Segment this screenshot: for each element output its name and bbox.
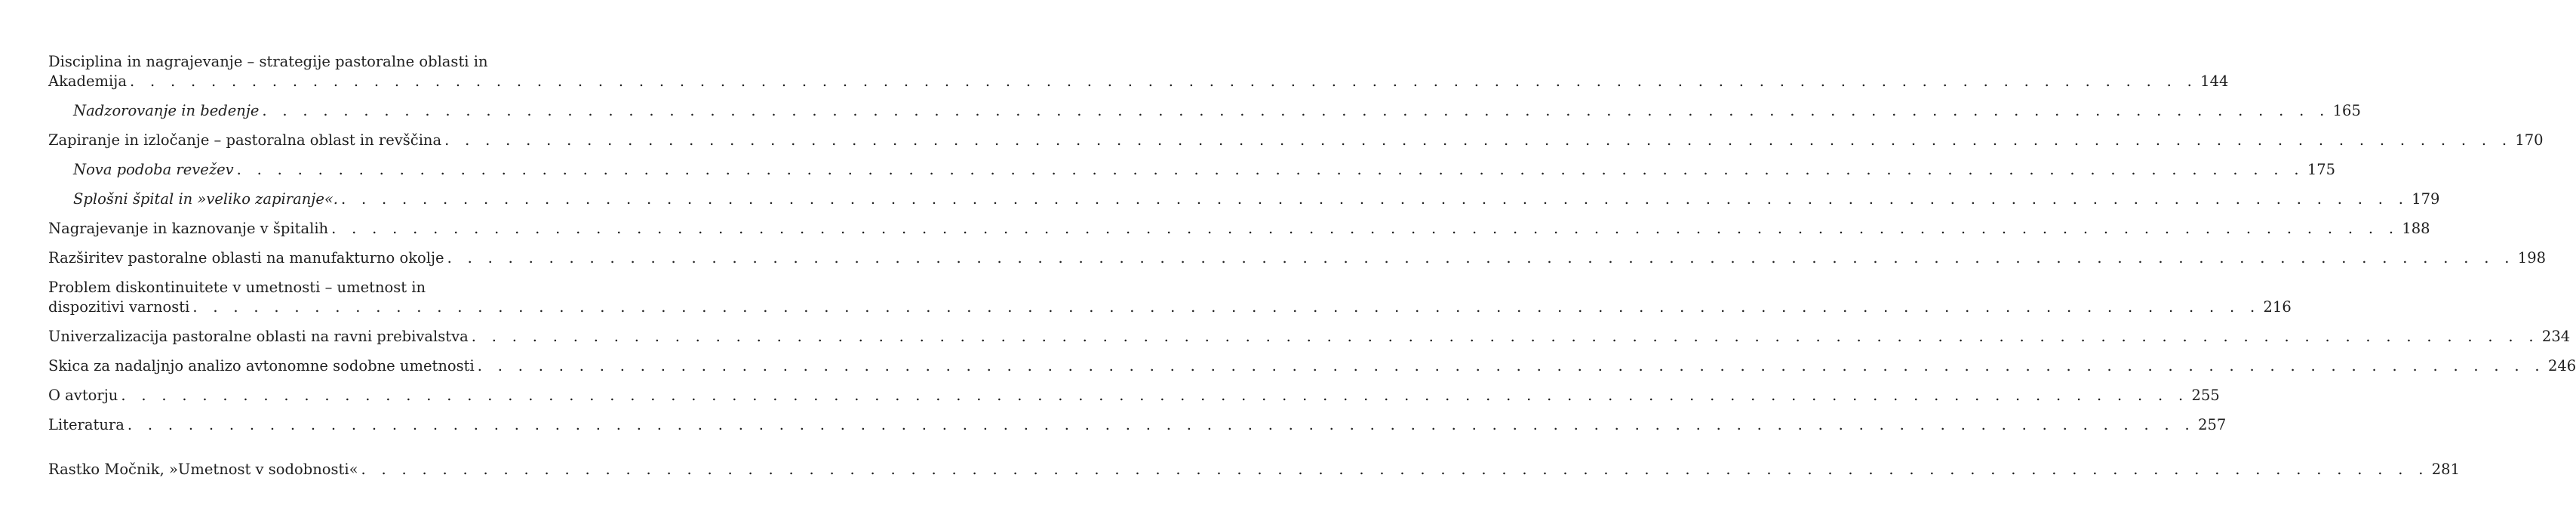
toc-page-number: 246 bbox=[2547, 357, 2576, 375]
toc-entry-title: Skica za nadaljnjo analizo avtonomne sodobne umetnosti bbox=[48, 357, 475, 375]
toc-page-number: 216 bbox=[2263, 298, 2292, 316]
toc-entry[interactable] bbox=[48, 356, 2576, 376]
toc-entry[interactable] bbox=[48, 460, 2460, 479]
toc-entry-title: Nadzorovanje in bedenje bbox=[73, 102, 260, 119]
toc-entry-title: Zapiranje in izločanje – pastoralna oblast in revščina bbox=[48, 131, 442, 149]
dot-leader: . . . . . . . . . . . . . . . . . . . . . . . . . . . . . . . . . . . . . . . . . . . . . . . . . . . . . . . . . . . . . . . . . . . . . . . . . . . . . . . . . . . . . . . . . . . . . . . . . . . . . . bbox=[444, 131, 2513, 149]
toc-page-number: 257 bbox=[2198, 416, 2227, 433]
toc-page-number: 165 bbox=[2332, 102, 2361, 119]
dot-leader: . . . . . . . . . . . . . . . . . . . . . . . . . . . . . . . . . . . . . . . . . . . . . . . . . . . . . . . . . . . . . . . . . . . . . . . . . . . . . . . . . . . . . . . . . . . . . . . . . . . . . . bbox=[127, 416, 2196, 433]
toc-page-number: 179 bbox=[2412, 190, 2440, 208]
toc-entry-title: Razširitev pastoralne oblasti na manufakturno okolje bbox=[48, 249, 444, 267]
toc-entry[interactable] bbox=[48, 219, 2430, 239]
toc-entry[interactable] bbox=[48, 415, 2227, 435]
dot-leader: . . . . . . . . . . . . . . . . . . . . . . . . . . . . . . . . . . . . . . . . . . . . . . . . . . . . . . . . . . . . . . . . . . . . . . . . . . . . . . . . . . . . . . . . . . . . . . . . . . . . . . bbox=[331, 220, 2399, 237]
toc-entry-title: Univerzalizacija pastoralne oblasti na ravni prebivalstva bbox=[48, 328, 469, 345]
toc-entry-title-line1: Problem diskontinuitete v umetnosti – umetnost in bbox=[48, 279, 426, 296]
toc-entry-title: Nagrajevanje in kaznovanje v špitalih bbox=[48, 220, 329, 237]
dot-leader: . . . . . . . . . . . . . . . . . . . . . . . . . . . . . . . . . . . . . . . . . . . . . . . . . . . . . . . . . . . . . . . . . . . . . . . . . . . . . . . . . . . . . . . . . . . . . . . . . . . . . . bbox=[447, 249, 2515, 267]
dot-leader: . . . . . . . . . . . . . . . . . . . . . . . . . . . . . . . . . . . . . . . . . . . . . . . . . . . . . . . . . . . . . . . . . . . . . . . . . . . . . . . . . . . . . . . . . . . . . . . . . . . . . . bbox=[236, 161, 2304, 178]
toc-entry[interactable] bbox=[48, 327, 2571, 347]
dot-leader: . . . . . . . . . . . . . . . . . . . . . . . . . . . . . . . . . . . . . . . . . . . . . . . . . . . . . . . . . . . . . . . . . . . . . . . . . . . . . . . . . . . . . . . . . . . . . . . . . . . . . . bbox=[129, 72, 2198, 90]
toc-entry-title: Literatura bbox=[48, 416, 124, 433]
toc-entry-title-line1: Disciplina in nagrajevanje – strategije pastoralne oblasti in bbox=[48, 53, 488, 70]
toc-page-number: 198 bbox=[2517, 249, 2547, 267]
dot-leader: . . . . . . . . . . . . . . . . . . . . . . . . . . . . . . . . . . . . . . . . . . . . . . . . . . . . . . . . . . . . . . . . . . . . . . . . . . . . . . . . . . . . . . . . . . . . . . . . . . . . . . bbox=[192, 298, 2261, 316]
toc-entry[interactable] bbox=[48, 190, 2440, 209]
toc-page-number: 144 bbox=[2200, 72, 2229, 90]
toc-entry-title: Rastko Močnik, »Umetnost v sodobnosti« bbox=[48, 461, 358, 478]
toc-entry[interactable] bbox=[48, 131, 2544, 150]
toc-page-number: 188 bbox=[2402, 220, 2430, 237]
toc-entry[interactable] bbox=[48, 160, 2336, 180]
dot-leader: . . . . . . . . . . . . . . . . . . . . . . . . . . . . . . . . . . . . . . . . . . . . . . . . . . . . . . . . . . . . . . . . . . . . . . . . . . . . . . . . . . . . . . . . . . . . . . . . . . . . . . bbox=[121, 387, 2189, 404]
toc-page-number: 255 bbox=[2191, 387, 2220, 404]
dot-leader: . . . . . . . . . . . . . . . . . . . . . . . . . . . . . . . . . . . . . . . . . . . . . . . . . . . . . . . . . . . . . . . . . . . . . . . . . . . . . . . . . . . . . . . . . . . . . . . . . . . . . . bbox=[477, 357, 2545, 375]
toc-page-number: 170 bbox=[2515, 131, 2544, 149]
toc-entry[interactable] bbox=[48, 101, 2361, 121]
toc-entry[interactable] bbox=[48, 386, 2220, 405]
toc-entry[interactable] bbox=[48, 278, 2292, 317]
toc-entry[interactable] bbox=[48, 248, 2547, 268]
dot-leader: . . . . . . . . . . . . . . . . . . . . . . . . . . . . . . . . . . . . . . . . . . . . . . . . . . . . . . . . . . . . . . . . . . . . . . . . . . . . . . . . . . . . . . . . . . . . . . . . . . . . . . bbox=[361, 461, 2429, 478]
toc-entry-title: Akademija bbox=[48, 72, 127, 90]
toc-entry-title: Nova podoba revežev bbox=[73, 161, 234, 178]
dot-leader: . . . . . . . . . . . . . . . . . . . . . . . . . . . . . . . . . . . . . . . . . . . . . . . . . . . . . . . . . . . . . . . . . . . . . . . . . . . . . . . . . . . . . . . . . . . . . . . . . . . . . . bbox=[341, 190, 2409, 208]
toc-entry-title: Splošni špital in »veliko zapiranje«. bbox=[73, 190, 338, 208]
toc-page-number: 175 bbox=[2307, 161, 2336, 178]
toc-entry-title: O avtorju bbox=[48, 387, 118, 404]
toc-page-number: 281 bbox=[2431, 461, 2460, 478]
dot-leader: . . . . . . . . . . . . . . . . . . . . . . . . . . . . . . . . . . . . . . . . . . . . . . . . . . . . . . . . . . . . . . . . . . . . . . . . . . . . . . . . . . . . . . . . . . . . . . . . . . . . . . bbox=[471, 328, 2539, 345]
table-of-contents bbox=[48, 52, 2576, 479]
toc-page-number: 234 bbox=[2541, 328, 2571, 345]
dot-leader: . . . . . . . . . . . . . . . . . . . . . . . . . . . . . . . . . . . . . . . . . . . . . . . . . . . . . . . . . . . . . . . . . . . . . . . . . . . . . . . . . . . . . . . . . . . . . . . . . . . . . . bbox=[262, 102, 2330, 119]
toc-entry-title: dispozitivi varnosti bbox=[48, 298, 190, 316]
toc-entry[interactable] bbox=[48, 52, 2229, 91]
